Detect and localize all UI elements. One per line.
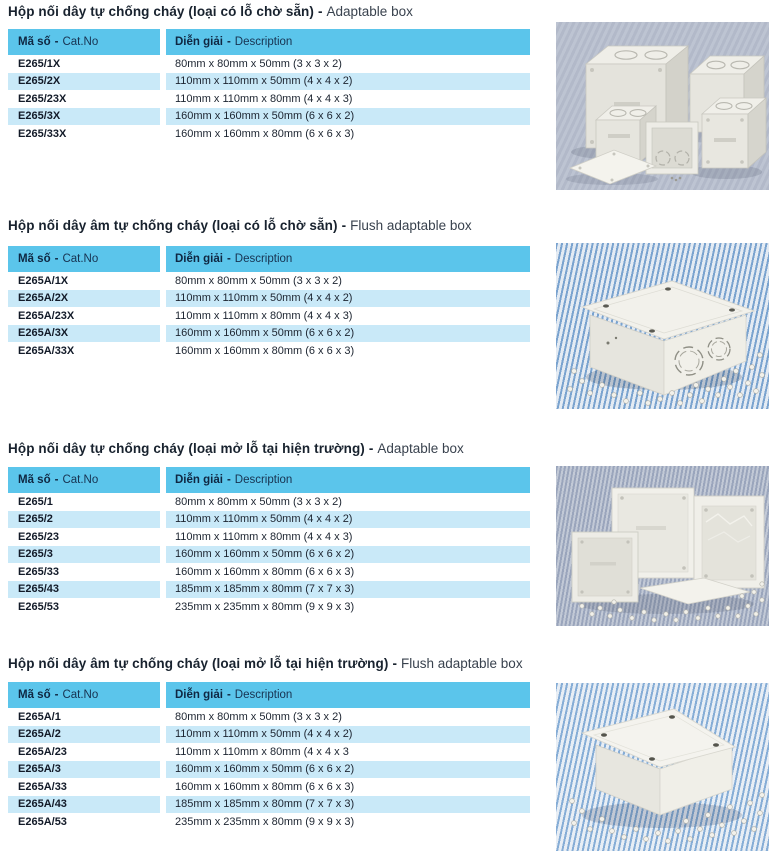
section-title-english: Flush adaptable box (400, 656, 523, 671)
description-cell: 110mm x 110mm x 80mm (4 x 4 x 3) (166, 90, 530, 108)
description-cell: 110mm x 110mm x 80mm (4 x 4 x 3 (166, 743, 530, 761)
section-title-vietnamese: Hộp nối dây âm tự chống cháy (loại có lỗ chờ sẵn) (8, 218, 338, 233)
header-dash: - (226, 253, 231, 265)
adaptable-boxes-illustration (556, 22, 769, 190)
header-description-vi: Diễn giải (175, 689, 223, 701)
open-boxes-illustration (556, 466, 769, 626)
section-title-english: Adaptable box (377, 441, 464, 456)
header-description (166, 682, 530, 708)
cat-no-cell: E265/3 (8, 546, 160, 564)
table-row (8, 813, 530, 831)
product-table (8, 467, 530, 616)
section-title-english: Flush adaptable box (350, 218, 472, 233)
flush-box-illustration (556, 243, 769, 409)
table-row (8, 743, 530, 761)
header-cat-no-vi: Mã số (18, 253, 51, 265)
table-row (8, 511, 530, 529)
cat-no-cell: E265/3X (8, 108, 160, 126)
cat-no-cell: E265/2X (8, 73, 160, 91)
header-cat-no-vi: Mã số (18, 36, 51, 48)
table-row (8, 761, 530, 779)
table-row (8, 342, 530, 360)
header-dash: - (226, 36, 231, 48)
description-cell: 160mm x 160mm x 50mm (6 x 6 x 2) (166, 761, 530, 779)
table-body (8, 493, 530, 616)
table-row (8, 307, 530, 325)
description-cell: 110mm x 110mm x 50mm (4 x 4 x 2) (166, 73, 530, 91)
section-title-adaptable-box-preholes (8, 4, 413, 20)
cat-no-cell: E265A/33 (8, 778, 160, 796)
product-photo-open-adaptable-boxes (556, 466, 769, 626)
section-title-adaptable-box-field-holes (8, 441, 464, 457)
header-cat-no (8, 246, 160, 272)
description-cell: 160mm x 160mm x 80mm (6 x 6 x 3) (166, 125, 530, 143)
cat-no-cell: E265A/3X (8, 325, 160, 343)
table-row (8, 598, 530, 616)
table-row (8, 546, 530, 564)
table-header-row (8, 467, 530, 493)
description-cell: 160mm x 160mm x 50mm (6 x 6 x 2) (166, 108, 530, 126)
product-photo-flush-adaptable-box (556, 243, 769, 409)
description-cell: 160mm x 160mm x 50mm (6 x 6 x 2) (166, 546, 530, 564)
cat-no-cell: E265A/23 (8, 743, 160, 761)
cat-no-cell: E265/33 (8, 563, 160, 581)
header-cat-no-en: Cat.No (62, 474, 99, 486)
header-dash: - (54, 36, 59, 48)
description-cell: 110mm x 110mm x 80mm (4 x 4 x 3) (166, 528, 530, 546)
product-photo-flush-box-closed (556, 683, 769, 851)
table-row (8, 73, 530, 91)
description-cell: 80mm x 80mm x 50mm (3 x 3 x 2) (166, 55, 530, 73)
header-cat-no-vi: Mã số (18, 689, 51, 701)
title-dash: - (318, 4, 323, 19)
description-cell: 235mm x 235mm x 80mm (9 x 9 x 3) (166, 813, 530, 831)
cat-no-cell: E265/1 (8, 493, 160, 511)
description-cell: 160mm x 160mm x 50mm (6 x 6 x 2) (166, 325, 530, 343)
table-row (8, 778, 530, 796)
cat-no-cell: E265A/2 (8, 726, 160, 744)
section-title-vietnamese: Hộp nối dây tự chống cháy (loại có lỗ chờ sẵn) (8, 4, 315, 19)
header-cat-no-en: Cat.No (62, 689, 99, 701)
table-row (8, 272, 530, 290)
description-cell: 185mm x 185mm x 80mm (7 x 7 x 3) (166, 796, 530, 814)
header-dash: - (54, 474, 59, 486)
description-cell: 110mm x 110mm x 50mm (4 x 4 x 2) (166, 726, 530, 744)
cat-no-cell: E265A/33X (8, 342, 160, 360)
cat-no-cell: E265/43 (8, 581, 160, 599)
description-cell: 80mm x 80mm x 50mm (3 x 3 x 2) (166, 708, 530, 726)
header-description-en: Description (234, 474, 293, 486)
description-cell: 185mm x 185mm x 80mm (7 x 7 x 3) (166, 581, 530, 599)
cat-no-cell: E265A/1X (8, 272, 160, 290)
cat-no-cell: E265A/23X (8, 307, 160, 325)
table-row (8, 563, 530, 581)
header-description (166, 467, 530, 493)
section-title-flush-adaptable-box-preholes (8, 218, 472, 234)
cat-no-cell: E265/1X (8, 55, 160, 73)
header-cat-no (8, 467, 160, 493)
header-cat-no-en: Cat.No (62, 36, 99, 48)
description-cell: 160mm x 160mm x 80mm (6 x 6 x 3) (166, 342, 530, 360)
table-body (8, 708, 530, 831)
table-row (8, 290, 530, 308)
section-title-vietnamese: Hộp nối dây âm tự chống cháy (loại mở lỗ tại hiện trường) (8, 656, 389, 671)
cat-no-cell: E265/33X (8, 125, 160, 143)
table-row (8, 528, 530, 546)
header-dash: - (226, 689, 231, 701)
section-title-vietnamese: Hộp nối dây tự chống cháy (loại mở lỗ tại hiện trường) (8, 441, 365, 456)
description-cell: 80mm x 80mm x 50mm (3 x 3 x 2) (166, 272, 530, 290)
description-cell: 235mm x 235mm x 80mm (9 x 9 x 3) (166, 598, 530, 616)
cat-no-cell: E265/2 (8, 511, 160, 529)
cat-no-cell: E265A/2X (8, 290, 160, 308)
cat-no-cell: E265A/53 (8, 813, 160, 831)
product-photo-adaptable-boxes (556, 22, 769, 190)
header-description-vi: Diễn giải (175, 253, 223, 265)
header-description-en: Description (234, 253, 293, 265)
table-row (8, 581, 530, 599)
cat-no-cell: E265/23X (8, 90, 160, 108)
header-cat-no (8, 29, 160, 55)
cat-no-cell: E265A/3 (8, 761, 160, 779)
table-row (8, 493, 530, 511)
section-title-english: Adaptable box (326, 4, 413, 19)
table-body (8, 55, 530, 143)
header-cat-no (8, 682, 160, 708)
table-row (8, 726, 530, 744)
table-header-row (8, 29, 530, 55)
description-cell: 160mm x 160mm x 80mm (6 x 6 x 3) (166, 563, 530, 581)
table-body (8, 272, 530, 360)
table-row (8, 708, 530, 726)
header-description-en: Description (234, 36, 293, 48)
table-row (8, 55, 530, 73)
cat-no-cell: E265/53 (8, 598, 160, 616)
section-title-flush-adaptable-box-field-holes (8, 656, 523, 672)
description-cell: 160mm x 160mm x 80mm (6 x 6 x 3) (166, 778, 530, 796)
description-cell: 110mm x 110mm x 80mm (4 x 4 x 3) (166, 307, 530, 325)
title-dash: - (341, 218, 347, 233)
table-row (8, 108, 530, 126)
cat-no-cell: E265/23 (8, 528, 160, 546)
header-description-en: Description (234, 689, 293, 701)
product-table (8, 682, 530, 831)
header-cat-no-en: Cat.No (62, 253, 99, 265)
header-dash: - (54, 689, 59, 701)
header-description-vi: Diễn giải (175, 474, 223, 486)
table-header-row (8, 246, 530, 272)
table-row (8, 325, 530, 343)
header-dash: - (226, 474, 231, 486)
table-row (8, 125, 530, 143)
header-description-vi: Diễn giải (175, 36, 223, 48)
table-row (8, 796, 530, 814)
cat-no-cell: E265A/43 (8, 796, 160, 814)
description-cell: 110mm x 110mm x 50mm (4 x 4 x 2) (166, 511, 530, 529)
product-table (8, 29, 530, 143)
header-description (166, 246, 530, 272)
title-dash: - (368, 441, 374, 456)
header-description (166, 29, 530, 55)
description-cell: 110mm x 110mm x 50mm (4 x 4 x 2) (166, 290, 530, 308)
product-table (8, 246, 530, 360)
description-cell: 80mm x 80mm x 50mm (3 x 3 x 2) (166, 493, 530, 511)
title-dash: - (392, 656, 397, 671)
header-cat-no-vi: Mã số (18, 474, 51, 486)
table-header-row (8, 682, 530, 708)
header-dash: - (54, 253, 59, 265)
flush-box-closed-illustration (556, 683, 769, 851)
table-row (8, 90, 530, 108)
cat-no-cell: E265A/1 (8, 708, 160, 726)
